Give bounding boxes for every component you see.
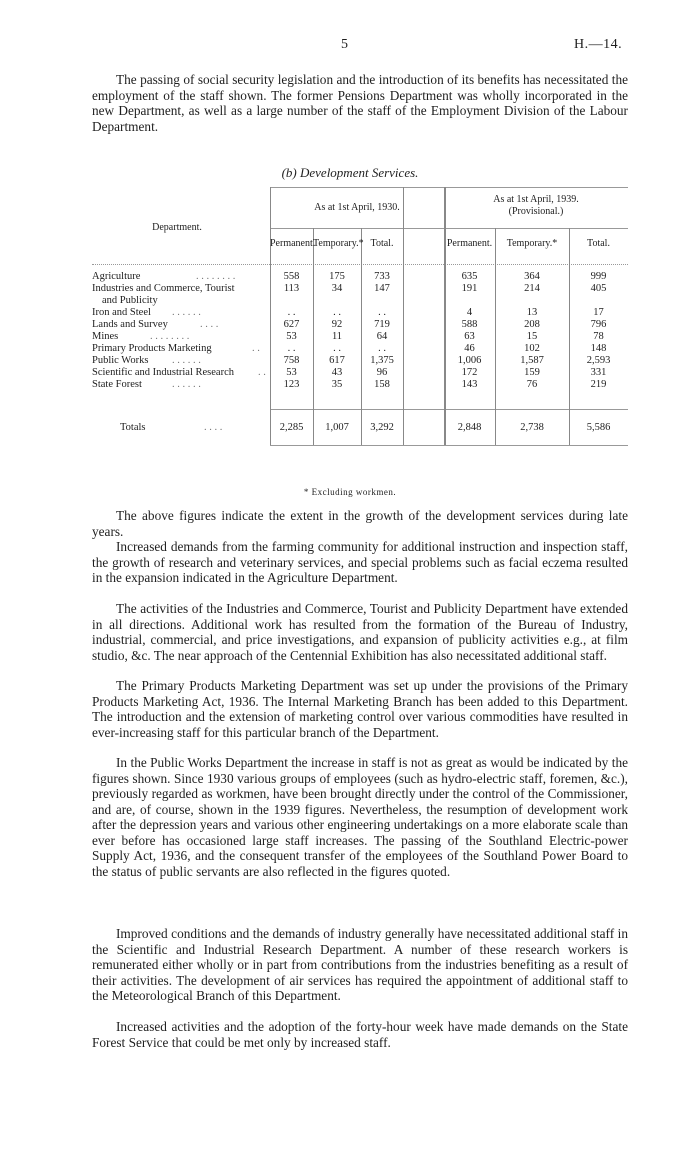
body-paragraph: The Primary Products Marketing Department was set up under the provisions of the Primary Products Marketing Act, 1936. The Internal Marketing Branch has been added to this Department. The introduction and the extension of marketing control over various commodities have resulted in ever-increasing staff for this particular branch of the Department.	[92, 678, 628, 740]
cell-temporary-1930: 617	[329, 355, 345, 366]
total-temporary-1939: 2,738	[520, 422, 544, 433]
cell-permanent-1930: . .	[287, 343, 296, 354]
cell-total-1939: 405	[590, 283, 607, 294]
total-permanent-1939: 2,848	[457, 422, 482, 433]
cell-total-1939: 2,593	[586, 355, 611, 366]
cell-permanent-1930: 53	[286, 367, 297, 378]
cell-temporary-1939: 76	[526, 379, 538, 390]
cell-permanent-1939: 635	[461, 271, 478, 282]
cell-total-1930: 96	[376, 367, 388, 378]
cell-permanent-1939: 4	[466, 307, 473, 318]
row-department: Iron and Steel	[92, 307, 151, 318]
total-total-1939: 5,586	[586, 422, 611, 433]
row-department: Primary Products Marketing	[92, 343, 212, 354]
cell-temporary-1930: 35	[331, 379, 343, 390]
cell-total-1939: 148	[590, 343, 607, 354]
cell-temporary-1930: 11	[331, 331, 343, 342]
cell-total-1930: 733	[374, 271, 390, 282]
cell-permanent-1939: 143	[461, 379, 478, 390]
cell-temporary-1930: . .	[333, 343, 341, 354]
department-column-header: Department.	[152, 222, 202, 233]
cell-temporary-1939: 159	[524, 367, 540, 378]
document-reference: H.—14.	[574, 37, 623, 52]
group-1939-header: As at 1st April, 1939.	[493, 194, 579, 205]
cell-temporary-1939: 1,587	[520, 355, 544, 366]
cell-total-1939: 999	[590, 271, 607, 282]
cell-permanent-1939: 46	[464, 343, 475, 354]
cell-total-1930: 719	[374, 319, 390, 330]
cell-temporary-1939: 208	[524, 319, 540, 330]
cell-total-1930: . .	[378, 307, 386, 318]
cell-total-1930: 64	[376, 331, 388, 342]
cell-total-1939: 17	[593, 307, 604, 318]
cell-permanent-1939: 172	[461, 367, 478, 378]
table-caption: (b) Development Services.	[281, 165, 419, 180]
cell-permanent-1939: 63	[464, 331, 475, 342]
cell-permanent-1939: 1,006	[457, 355, 482, 366]
page-header	[0, 37, 700, 57]
cell-temporary-1930: 34	[331, 283, 343, 294]
body-paragraph: Increased demands from the farming community for additional instruction and inspection staff, the growth of research and veterinary services, and special problems such as facial eczema resulted in the expansion indicated in the Agriculture Department.	[92, 539, 628, 585]
cell-temporary-1930: 175	[329, 271, 345, 282]
row-department: Lands and Survey	[92, 319, 168, 330]
cell-permanent-1939: 588	[461, 319, 478, 330]
body-paragraph: Improved conditions and the demands of industry generally have necessitated additional staff in the Scientific and Industrial Research Department. A number of these research workers is remunerated either wholly or in part from contributions from the industries benefiting as a result of their activities. The development of air services has required the appointment of additional staff to the Meteorological Branch of this Department.	[92, 926, 628, 1003]
cell-total-1939: 219	[590, 379, 607, 390]
intro-paragraph: The passing of social security legislation and the introduction of its benefits has necessitated the employment of the staff shown. The former Pensions Department was wholly incorporated in the new Department, as well as a large number of the staff of the Employment Division of the Labour Department.	[92, 72, 628, 134]
cell-total-1930: 147	[374, 283, 390, 294]
body-paragraph: The above figures indicate the extent in the growth of the development services during late years.	[92, 508, 628, 539]
cell-permanent-1939: 191	[461, 283, 478, 294]
cell-permanent-1930: 113	[283, 283, 300, 294]
table-footnote: * Excluding workmen.	[303, 487, 397, 497]
cell-temporary-1939: 364	[524, 271, 540, 282]
row-department: Industries and Commerce, Tourist	[92, 283, 235, 294]
cell-temporary-1939: 102	[524, 343, 540, 354]
body-paragraph: Increased activities and the adoption of the forty-hour week have made demands on the State Forest Service that could be met only by increased staff.	[92, 1019, 628, 1050]
dot-leader: . . . . . . . .	[196, 271, 236, 282]
group-1939-subheader: (Provisional.)	[508, 206, 564, 217]
dot-leader: . .	[252, 343, 260, 354]
cell-total-1939: 78	[593, 331, 604, 342]
col-total-1939: Total.	[587, 238, 610, 249]
total-permanent-1930: 2,285	[279, 422, 304, 433]
dot-leader: . . . .	[200, 319, 219, 330]
group-1930-header: As at 1st April, 1930.	[314, 202, 400, 213]
col-temporary-1930: Temporary.*	[313, 238, 364, 249]
cell-total-1930: 158	[374, 379, 390, 390]
cell-permanent-1930: 627	[283, 319, 300, 330]
row-department: Public Works	[92, 355, 149, 366]
cell-total-1930: . .	[378, 343, 386, 354]
cell-temporary-1930: 92	[331, 319, 343, 330]
cell-permanent-1930: 558	[283, 271, 300, 282]
dot-leader: . .	[258, 367, 266, 378]
row-department: Mines	[92, 331, 119, 342]
row-department: Scientific and Industrial Research	[92, 367, 234, 378]
cell-permanent-1930: 53	[286, 331, 297, 342]
total-total-1930: 3,292	[370, 422, 394, 433]
totals-label: Totals	[120, 422, 146, 433]
cell-temporary-1939: 13	[526, 307, 538, 318]
cell-temporary-1939: 214	[524, 283, 540, 294]
cell-total-1939: 331	[590, 367, 607, 378]
cell-temporary-1930: 43	[331, 367, 343, 378]
dot-leader: . . . .	[204, 422, 223, 433]
row-department: State Forest	[92, 379, 142, 390]
dot-leader: . . . . . .	[172, 307, 201, 318]
cell-permanent-1930: 758	[283, 355, 300, 366]
row-department: Agriculture	[92, 271, 141, 282]
col-permanent-1939: Permanent.	[446, 238, 493, 249]
cell-permanent-1930: . .	[287, 307, 296, 318]
dot-leader: . . . . . . . .	[150, 331, 190, 342]
body-paragraph: In the Public Works Department the increase in staff is not as great as would be indicated by the figures shown. Since 1930 various groups of employees (such as hydro-electric staff, foremen, &c.), previously regarded as workmen, have been brought directly under the control of the Commissioner, and are, of course, shown in the 1939 figures. Nevertheless, the resumption of development work after the depression years and various other engineering undertakings on a more elaborate scale than ever before has occasioned large staff increases. The passing of the Southland Electric-power Supply Act, 1936, and the consequent transfer of the employees of the Southland Power Board to the status of public servants are also reflected in the figures quoted.	[92, 755, 628, 879]
dot-leader: . . . . . .	[172, 355, 201, 366]
body-paragraph: The activities of the Industries and Commerce, Tourist and Publicity Department have extended in all directions. Additional work has resulted from the formation of the Bureau of Industry, industrial, commercial, and price investigations, and expansion of publicity activities e.g., at film studio, &c. The near approach of the Centennial Exhibition has also necessitated additional staff.	[92, 601, 628, 663]
cell-total-1930: 1,375	[370, 355, 394, 366]
col-temporary-1939: Temporary.*	[506, 238, 558, 249]
total-temporary-1930: 1,007	[325, 422, 349, 433]
cell-temporary-1930: . .	[333, 307, 341, 318]
page-number: 5	[341, 37, 348, 52]
dot-leader: . . . . . .	[172, 379, 201, 390]
col-permanent-1930: Permanent.	[270, 238, 316, 249]
row-department-continued: and Publicity	[102, 295, 158, 306]
cell-temporary-1939: 15	[526, 331, 538, 342]
cell-total-1939: 796	[590, 319, 607, 330]
cell-permanent-1930: 123	[283, 379, 300, 390]
col-total-1930: Total.	[370, 238, 394, 249]
